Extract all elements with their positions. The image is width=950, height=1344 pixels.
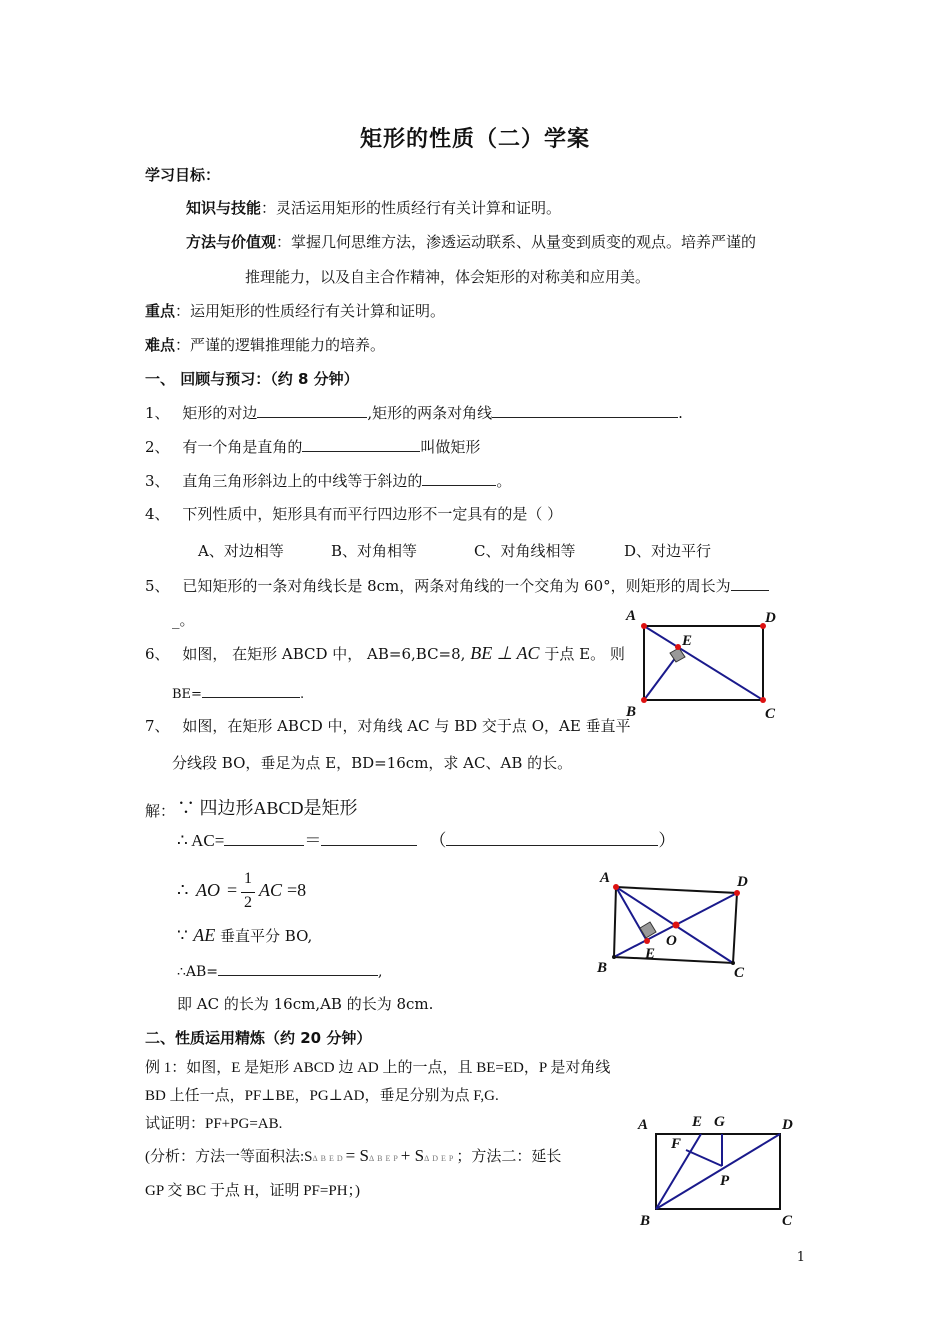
q2-blank[interactable] — [302, 436, 420, 452]
page-number: 1 — [796, 1250, 805, 1265]
q1-blank-1[interactable] — [257, 402, 367, 418]
objectives-heading: 学习目标： — [145, 166, 221, 184]
q6-text-b: 于点 E。 则 — [544, 645, 625, 663]
question-4 — [145, 504, 562, 524]
figure-3-rectangle — [634, 1108, 804, 1226]
q3-text-a: 直角三角形斜边上的中线等于斜边的 — [182, 472, 423, 490]
sol2-blank-2[interactable] — [321, 830, 417, 846]
q4-option-b[interactable]: B、对角相等 — [331, 542, 418, 560]
fig1-point-e — [675, 644, 681, 650]
sol3-ac: AC — [259, 880, 283, 900]
figure-2-rectangle — [590, 868, 760, 983]
key-point-text: ：运用矩形的性质经行有关计算和证明。 — [175, 302, 446, 320]
fig3-segment-pf — [686, 1150, 722, 1166]
fig1-segment-be — [644, 653, 679, 700]
fig3-label-a: A — [638, 1117, 649, 1133]
fig1-label-e: E — [682, 633, 693, 649]
sol2-equals: ＝ — [304, 831, 322, 850]
section2-heading: 二、性质运用精炼（约 20 分钟） — [145, 1029, 372, 1047]
ex1-eq: = S — [345, 1146, 369, 1165]
fig1-diagonal-ac — [644, 626, 763, 700]
q6-tail: . — [299, 687, 305, 702]
q7-text-b: 分线段 BO，垂足为点 E，BD=16cm，求 AC、AB 的长。 — [172, 754, 573, 772]
page-title: 矩形的性质（二）学案 — [359, 127, 590, 152]
q4-option-a[interactable]: A、对边相等 — [198, 542, 284, 560]
fig3-label-e: E — [692, 1114, 703, 1130]
q6-text-a: 如图， 在矩形 ABCD 中， AB=6,BC=8, — [182, 645, 466, 663]
sol4-because: ∵ — [177, 926, 194, 946]
sol2-ac-label: ∴ AC= — [177, 831, 225, 850]
q4-option-c[interactable]: C、对角线相等 — [474, 542, 576, 560]
fig2-label-e: E — [645, 946, 656, 962]
difficult-point-label: 难点 — [145, 336, 176, 354]
sol2-blank-1[interactable] — [224, 830, 304, 846]
ex1-line-4 — [145, 1146, 561, 1169]
question-5 — [145, 575, 769, 596]
q7-text-a: 如图，在矩形 ABCD 中，对角线 AC 与 BD 交于点 O，AE 垂直平 — [182, 717, 631, 735]
solution-line-6: 即 AC 的长为 16cm,AB 的长为 8cm. — [177, 995, 434, 1013]
q4-option-d[interactable]: D、对边平行 — [624, 542, 712, 560]
fig3-label-b: B — [640, 1213, 651, 1226]
q2-number: 2、 — [145, 438, 170, 456]
q1-blank-2[interactable] — [492, 402, 678, 418]
ex1-line-3: 试证明：PF+PG=AB. — [145, 1116, 283, 1132]
sol5-tail: , — [378, 964, 383, 980]
sol2-paren-open: （ — [429, 831, 447, 850]
method-text-1: ：掌握几何思维方法，渗透运动联系、从量变到质变的观点。培养严谨的 — [276, 233, 757, 251]
difficult-point — [145, 335, 385, 355]
knowledge-label: 知识与技能 — [186, 199, 262, 217]
q2-text-a: 有一个角是直角的 — [182, 438, 303, 456]
fig2-point-o — [673, 922, 680, 929]
q5-blank[interactable] — [731, 575, 769, 591]
sol3-therefore: ∴ — [177, 880, 189, 900]
ex1-line-5: GP 交 BC 于点 H，证明 PF=PH；) — [145, 1183, 361, 1199]
sol5-ab-label: ∴AB= — [177, 964, 219, 980]
sol2-blank-reason[interactable] — [446, 830, 658, 846]
key-point-label: 重点 — [145, 302, 176, 320]
sol5-blank[interactable] — [218, 960, 378, 976]
ex1-analysis-b: ；方法二：延长 — [456, 1149, 562, 1165]
question-7 — [145, 716, 631, 736]
q7-number: 7、 — [145, 717, 170, 735]
q1-text-b: ,矩形的两条对角线 — [367, 404, 493, 422]
ex1-sub-dep: ΔDEP — [424, 1154, 457, 1163]
ex1-line-2: BD 上任一点，PF⊥BE，PG⊥AD，垂足分别为点 F,G. — [145, 1088, 499, 1104]
key-point — [145, 301, 445, 321]
q1-number: 1、 — [145, 404, 170, 422]
fig3-label-f: F — [671, 1136, 682, 1152]
question-3 — [145, 470, 511, 491]
fig2-point-a — [613, 884, 619, 890]
fig3-label-g: G — [714, 1114, 725, 1130]
solution-line-5 — [177, 960, 383, 982]
fig2-point-e — [644, 938, 650, 944]
solution-line-2 — [177, 826, 675, 851]
q4-text: 下列性质中，矩形具有而平行四边形不一定具有的是（ ） — [182, 505, 563, 523]
fig2-label-a: A — [600, 870, 611, 886]
q6-answer-line — [172, 682, 304, 705]
fig1-point-a — [641, 623, 647, 629]
q5-text: 已知矩形的一条对角线长是 8cm，两条对角线的一个交角为 60°，则矩形的周长为 — [182, 577, 731, 595]
q6-math: BE ⊥ AC — [470, 643, 540, 663]
method-text-2: 推理能力，以及自主合作精神，体会矩形的对称美和应用美。 — [245, 268, 651, 286]
q6-be-label: BE= — [172, 687, 202, 702]
sol3-frac-bar — [241, 892, 255, 893]
method-label: 方法与价值观 — [186, 233, 277, 251]
solution-line-1: ∵ 四边形ABCD是矩形 — [177, 798, 358, 818]
ex1-sub-bep: ΔBEP — [368, 1154, 401, 1163]
section1-heading: 一、 回顾与预习：（约 8 分钟） — [145, 370, 359, 388]
fig2-point-b — [612, 955, 616, 959]
q6-number: 6、 — [145, 645, 170, 663]
fig2-label-c: C — [734, 965, 745, 981]
fig3-label-c: C — [782, 1213, 793, 1226]
sol3-eq: = — [227, 880, 238, 900]
fig2-point-d — [734, 890, 740, 896]
q4-number: 4、 — [145, 505, 170, 523]
sol4-ae: AE — [193, 925, 216, 945]
fig1-label-b: B — [626, 704, 637, 720]
sol4-text: 垂直平分 BO, — [220, 927, 313, 945]
ex1-analysis-a: (分析：方法一等面积法:S — [145, 1149, 313, 1165]
sol2-paren-close: ） — [658, 831, 676, 850]
sol3-frac-num: 1 — [244, 870, 252, 887]
q6-blank[interactable] — [202, 682, 300, 698]
fig2-label-b: B — [597, 960, 608, 976]
fig1-label-a: A — [626, 608, 637, 624]
knowledge-text: ：灵活运用矩形的性质经行有关计算和证明。 — [261, 199, 562, 217]
method-line — [186, 232, 756, 252]
solution-line-4 — [177, 925, 312, 946]
sol3-value: =8 — [287, 880, 307, 900]
q3-text-b: 。 — [496, 472, 512, 490]
q3-blank[interactable] — [422, 470, 496, 486]
q1-text-a: 矩形的对边 — [182, 404, 258, 422]
sol3-ao: AO — [196, 880, 220, 900]
solution-label: 解： — [145, 802, 176, 820]
q3-number: 3、 — [145, 472, 170, 490]
question-1 — [145, 402, 683, 423]
fig1-point-c — [760, 697, 766, 703]
ex1-plus: + S — [400, 1146, 425, 1165]
fig3-label-p: P — [720, 1173, 730, 1189]
fig3-label-d: D — [782, 1117, 793, 1133]
figure-1-rectangle — [618, 603, 788, 723]
ex1-sub-bed: ΔBED — [312, 1154, 346, 1163]
fig1-point-b — [641, 697, 647, 703]
knowledge-line — [186, 198, 561, 218]
fig1-label-c: C — [765, 706, 776, 722]
fig1-label-d: D — [765, 610, 776, 626]
fig2-label-o: O — [666, 933, 677, 949]
fig2-label-d: D — [737, 874, 748, 890]
question-2 — [145, 436, 480, 457]
sol3-frac-den: 2 — [244, 894, 252, 911]
difficult-point-text: ：严谨的逻辑推理能力的培养。 — [175, 336, 386, 354]
q5-number: 5、 — [145, 577, 170, 595]
q1-text-c: . — [678, 404, 683, 422]
q5-tail: _。 — [172, 611, 195, 629]
q2-text-b: 叫做矩形 — [420, 438, 481, 456]
fig2-segment-ae — [616, 887, 647, 941]
question-6 — [145, 643, 625, 664]
ex1-line-1: 例 1：如图，E 是矩形 ABCD 边 AD 上的一点，且 BE=ED，P 是对角线 — [145, 1060, 611, 1076]
